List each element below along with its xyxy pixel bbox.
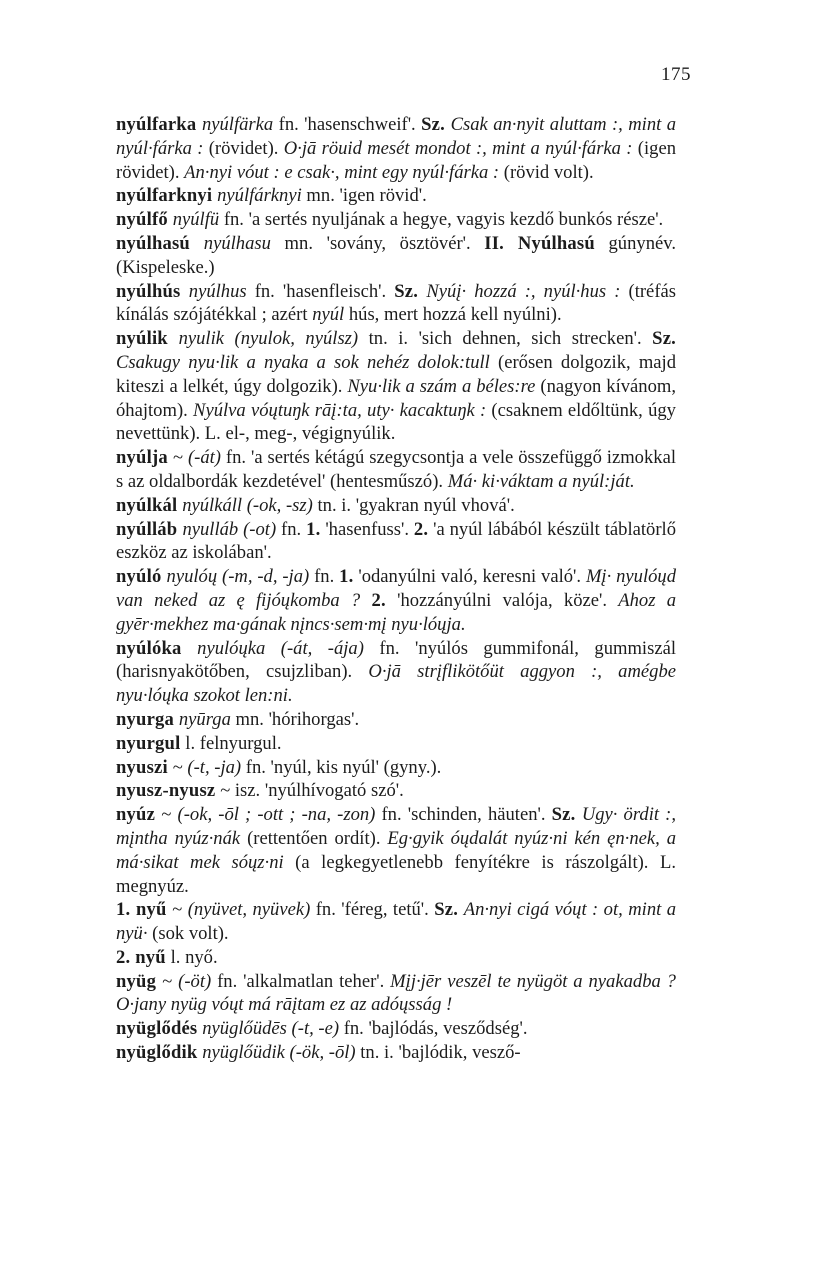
- dialect-form: An·nyi cigá vóųt : ot, mint a nyü·: [116, 899, 677, 945]
- headword: 1.: [339, 566, 354, 588]
- dialect-form: Má· ki·váktam a nyúl:ját.: [447, 470, 635, 492]
- dialect-form: (-t, -ja): [187, 756, 242, 778]
- definition-text: ~: [172, 899, 188, 921]
- definition-text: 'hasenfuss'.: [320, 518, 414, 540]
- definition-text: (rettentően ordít).: [240, 827, 388, 849]
- dictionary-entry: [116, 756, 676, 780]
- headword: Sz.: [394, 280, 427, 302]
- definition-text: hús, mert hozzá kell nyúlni).: [344, 304, 562, 326]
- dialect-form: Mį· nyulóųd van neked az ę fijóųkomba ?: [116, 566, 677, 611]
- definition-text: fn. 'alkalmatlan teher'.: [211, 970, 391, 992]
- definition-text: fn. 'hasenschweif'.: [273, 114, 422, 135]
- headword: nyúlik: [116, 328, 179, 350]
- dictionary-entry: [116, 803, 676, 898]
- definition-text: ~: [172, 756, 188, 778]
- dialect-form: nyúlhus: [188, 280, 247, 302]
- headword: Sz.: [434, 899, 464, 921]
- headword: nyúlja: [116, 447, 173, 469]
- definition-text: (igen rövidet).: [116, 137, 677, 183]
- definition-text: fn. 'hasenfleisch'.: [246, 280, 395, 302]
- dictionary-entry: [116, 1017, 676, 1041]
- definition-text: fn. 'nyúlós gummifonál, gummiszál (harisnyakötőben, csujzliban).: [116, 637, 677, 683]
- dictionary-entry: [116, 732, 676, 756]
- definition-text: (nagyon kívánom, óhajtom).: [116, 375, 677, 421]
- dialect-form: (-ok, -ōl ; -ott ; -na, -zon): [177, 804, 376, 826]
- definition-text: fn. 'bajlódás, vesződség'.: [339, 1018, 528, 1040]
- headword: nyüg: [116, 970, 163, 992]
- dialect-form: (nyüvet, nyüvek): [187, 899, 311, 921]
- definition-text: l. felnyurgul.: [185, 732, 282, 754]
- dictionary-entry: [116, 946, 676, 970]
- definition-text: ~: [172, 447, 188, 469]
- dialect-form: nyüglőüdik (-ök, -ōl): [202, 1042, 356, 1064]
- definition-text: tn. i. 'bajlódik, vesző-: [355, 1042, 521, 1064]
- headword: nyurga: [116, 708, 179, 730]
- definition-text: (sok volt).: [147, 923, 229, 945]
- dictionary-entry: [116, 208, 676, 232]
- dictionary-entry: [116, 779, 676, 803]
- headword: nyúz: [116, 804, 162, 826]
- definition-text: fn. 'schinden, häuten'.: [375, 804, 552, 826]
- headword: nyúlfő: [116, 209, 173, 231]
- headword: nyúlhús: [116, 280, 189, 302]
- dialect-form: Csak an·nyit aluttam :, mint a nyúl·fárka :: [116, 114, 676, 159]
- definition-text: (erősen dolgozik, majd kiteszi a lelkét, úgy dolgozik).: [116, 351, 677, 397]
- headword: nyúlhasú: [116, 232, 204, 254]
- headword: 2.: [371, 589, 386, 611]
- dictionary-entry: [116, 184, 676, 208]
- dialect-form: nyulóųka (-át, -ája): [197, 637, 364, 659]
- dialect-form: O·jā strįflikötőüt aggyon :, amégbe nyu·lóųka szokot len:ni.: [116, 661, 676, 707]
- definition-text: fn.: [276, 518, 307, 540]
- definition-text: tn. i. 'sich dehnen, sich strecken'.: [358, 328, 653, 350]
- headword: nyüglődés: [116, 1018, 203, 1040]
- definition-text: fn. 'a sertés nyuljának a hegye, vagyis kezdő bunkós része'.: [219, 209, 664, 231]
- dialect-form: Nyúį· hozzá :, nyúl·hus :: [426, 280, 621, 302]
- definition-text: ~ isz. 'nyúlhívogató szó'.: [220, 780, 404, 802]
- dialect-form: nyüglőüdēs (-t, -e): [202, 1018, 340, 1040]
- definition-text: l. nyő.: [170, 946, 218, 968]
- dictionary-entry: [116, 708, 676, 732]
- dictionary-entry: [116, 232, 676, 280]
- dictionary-entry: [116, 327, 676, 446]
- definition-text: 'hozzányúlni valója, köze'.: [385, 589, 619, 611]
- headword: nyúlkál: [116, 494, 183, 516]
- headword: 2.: [413, 518, 429, 540]
- headword: nyúló: [116, 566, 167, 588]
- dictionary-entry: [116, 1041, 676, 1065]
- definition-text: ~: [162, 970, 179, 992]
- page-number: 175: [661, 64, 691, 85]
- definition-text: fn.: [309, 566, 340, 588]
- dictionary-entry: [116, 970, 676, 1018]
- definition-text: fn. 'nyúl, kis nyúl' (gyny.).: [241, 756, 442, 778]
- definition-text: gúnynév. (Kispeleske.): [116, 232, 676, 278]
- dictionary-entry: [116, 113, 676, 184]
- headword: nyurgul: [116, 732, 186, 754]
- dialect-form: An·nyi vóut : e csak·, mint egy nyúl·fárka :: [184, 161, 500, 183]
- headword: II. Nyúlhasú: [484, 232, 595, 254]
- dialect-form: Ugy· ördit :, mįntha nyúz·nák: [116, 804, 676, 849]
- dialect-form: nyulóų (-m, -d, -ja): [166, 566, 310, 588]
- dialect-form: (-át): [187, 447, 221, 469]
- definition-text: fn. 'féreg, tetű'.: [310, 899, 435, 921]
- definition-text: (a legkegyetlenebb fenyítékre is rászolgált). L. megnyúz.: [116, 851, 676, 897]
- definition-text: mn. 'igen rövid'.: [301, 185, 427, 207]
- headword: nyúlfarknyi: [116, 185, 218, 207]
- dialect-form: nyúlkáll (-ok, -sz): [182, 494, 313, 516]
- headword: Sz.: [652, 328, 677, 350]
- definition-text: (rövidet).: [203, 137, 284, 159]
- headword: nyuszi: [116, 756, 173, 778]
- dialect-form: nyūrga: [178, 708, 231, 730]
- headword: nyúlláb: [116, 518, 183, 540]
- dialect-form: nyúlfü: [172, 209, 220, 231]
- definition-text: tn. i. 'gyakran nyúl vhová'.: [312, 494, 515, 516]
- dictionary-column: [116, 113, 676, 1065]
- definition-text: (rövid volt).: [499, 161, 594, 183]
- dictionary-entry: [116, 565, 676, 636]
- dialect-form: nyúl: [312, 304, 345, 326]
- dialect-form: Csakugy nyu·lik a nyaka a sok nehéz dolok:tull: [116, 351, 490, 373]
- dictionary-entry: [116, 280, 676, 328]
- definition-text: (tréfás kínálás szójátékkal ; azért: [116, 280, 676, 326]
- definition-text: ~: [161, 804, 178, 826]
- dictionary-entry: [116, 446, 676, 494]
- dialect-form: O·jā röuid mesét mondot :, mint a nyúl·fárka :: [283, 137, 633, 159]
- headword: 1. nyű: [116, 899, 173, 921]
- dialect-form: Eg·gyik óųdalát nyúz·ni kén ęn·nek, a má·sikat mek sóųz·ni: [116, 827, 676, 873]
- dictionary-entry: [116, 518, 676, 566]
- dialect-form: Ahoz a gyēr·mekhez ma·gának nįncs·sem·mį nyu·lóųja.: [116, 589, 677, 635]
- dictionary-entry: [116, 637, 676, 708]
- dialect-form: Nyúlva vóųtuŋk rāį:ta, uty· kacaktuŋk :: [193, 399, 487, 421]
- dialect-form: nyulik (nyulok, nyúlsz): [178, 328, 359, 350]
- dialect-form: nyúlhasu: [203, 232, 271, 254]
- dialect-form: nyúlfárknyi: [217, 185, 302, 207]
- definition-text: 'a nyúl lábából készült táblatörlő eszköz az iskolában'.: [116, 518, 676, 564]
- definition-text: fn. 'a sertés kétágú szegycsontja a vele összefüggő izmokkal s az oldalbordák kezdetével' (hentesműszó).: [116, 447, 676, 492]
- dictionary-entry: [116, 898, 676, 946]
- definition-text: [360, 590, 371, 611]
- dialect-form: Mįj·jēr veszēl te nyügöt a nyakadba ? O·jany nyüg vóųt má rāįtam ez az adóųsság !: [116, 970, 676, 1016]
- dialect-form: Nyu·lik a szám a béles:re: [347, 375, 536, 397]
- headword: nyusz-nyusz: [116, 780, 221, 802]
- headword: 1.: [306, 518, 321, 540]
- dictionary-entry: [116, 494, 676, 518]
- definition-text: mn. 'sovány, ösztövér'.: [270, 232, 485, 254]
- headword: 2. nyű: [116, 946, 171, 968]
- headword: nyúlfarka: [116, 114, 202, 135]
- definition-text: 'odanyúlni való, keresni való'.: [353, 566, 586, 588]
- headword: Sz.: [551, 804, 582, 826]
- headword: nyüglődik: [116, 1042, 203, 1064]
- definition-text: (csaknem eldőltünk, úgy nevettünk). L. el-, meg-, végignyúlik.: [116, 399, 676, 445]
- dialect-form: (-öt): [178, 970, 212, 992]
- headword: nyúlóka: [116, 637, 198, 659]
- headword: Sz.: [421, 114, 451, 135]
- definition-text: mn. 'hórihorgas'.: [230, 708, 360, 730]
- dialect-form: nyulláb (-ot): [182, 518, 277, 540]
- dialect-form: nyúlfärka: [201, 114, 274, 135]
